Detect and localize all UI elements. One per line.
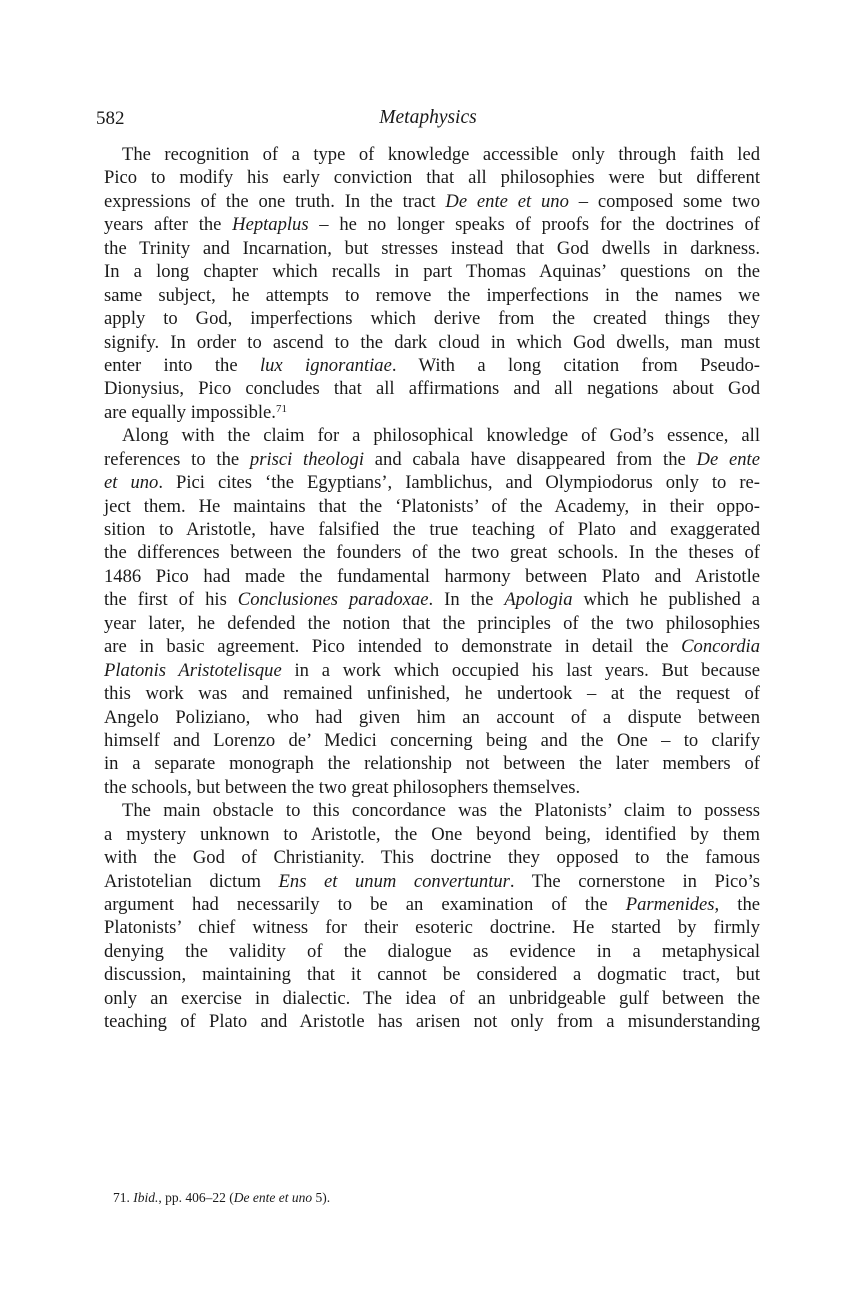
text-run: references to the: [104, 448, 250, 470]
text-line: [104, 729, 760, 752]
text-run: – he no longer speaks of proofs for the doctrines of: [308, 214, 761, 236]
text-run: Dionysius, Pico concludes that all affirmations and all negations about God: [104, 378, 760, 400]
italic-term: Platonis Aristotelisque: [104, 659, 282, 681]
text-line: [104, 588, 760, 611]
page-header: [96, 108, 760, 138]
text-line: [104, 307, 760, 330]
text-run: The recognition of a type of knowledge accessible only through faith led: [122, 144, 760, 165]
text-line: [104, 752, 760, 775]
text-line: [104, 166, 760, 189]
text-line: [104, 940, 760, 963]
text-run: years after the: [104, 214, 233, 236]
footnote-number: 71.: [113, 1190, 130, 1205]
footnote-ibid: Ibid.: [133, 1190, 159, 1205]
footnote-ref[interactable]: 71: [275, 402, 287, 415]
text-run: . The cornerstone in Pico’s: [509, 870, 760, 892]
italic-term: Parmenides: [625, 894, 715, 915]
text-line: [104, 495, 760, 518]
text-run: are in basic agreement. Pico intended to demonstrate in detail the: [104, 636, 682, 658]
text-line: [104, 799, 760, 822]
text-run: enter into the: [104, 354, 260, 376]
text-run: ject them. He maintains that the ‘Platonists’ of the Academy, in their oppo-: [104, 495, 760, 517]
text-run: denying the validity of the dialogue as evidence in a metaphysical: [104, 940, 760, 962]
text-run: . Pici cites ‘the Egyptians’, Iamblichus, and Olympiodorus only to re-: [158, 472, 760, 494]
text-run: are equally impossible.: [104, 401, 276, 423]
italic-term: De ente: [696, 448, 760, 470]
italic-term: Conclusiones paradoxae: [237, 589, 429, 611]
text-line: [104, 565, 760, 588]
italic-term: Ens et unum convertuntur: [278, 870, 510, 892]
text-run: the Trinity and Incarnation, but stresses instead that God dwells in darkness.: [104, 237, 760, 259]
text-line: [104, 916, 760, 939]
text-run: Angelo Poliziano, who had given him an account of a dispute between: [104, 706, 760, 728]
footnote-pages: , pp. 406–22 (: [158, 1190, 234, 1205]
page-number: 582: [96, 108, 125, 129]
text-run: and cabala have disappeared from the: [363, 448, 697, 470]
running-title: Metaphysics: [379, 107, 477, 128]
text-line: [104, 401, 760, 424]
text-line: [104, 448, 760, 471]
text-line: [104, 659, 760, 682]
text-line: [104, 870, 760, 893]
italic-term: lux ignorantiae: [259, 354, 392, 376]
italic-term: Heptaplus: [232, 214, 309, 236]
text-run: in a separate monograph the relationship not between the later members of: [104, 753, 760, 775]
text-line: [104, 541, 760, 564]
text-run: , the: [714, 894, 760, 915]
text-line: [104, 260, 760, 283]
body-text: [104, 143, 760, 1034]
text-line: [104, 963, 760, 986]
italic-term: prisci theologi: [249, 448, 364, 470]
footnote-71: [113, 1190, 330, 1206]
text-run: teaching of Plato and Aristotle has arisen not only from a misunderstanding: [104, 1011, 760, 1033]
text-run: only an exercise in dialectic. The idea of an unbridgeable gulf between the: [104, 987, 760, 1009]
text-run: Along with the claim for a philosophical knowledge of God’s essence, all: [122, 425, 760, 447]
text-line: [104, 1010, 760, 1033]
text-run: same subject, he attempts to remove the imperfections in the names we: [104, 284, 760, 306]
text-line: [104, 706, 760, 729]
text-run: argument had necessarily to be an examination of the: [104, 894, 626, 915]
text-run: discussion, maintaining that it cannot be considered a dogmatic tract, but: [104, 964, 760, 986]
text-line: [104, 823, 760, 846]
text-line: [104, 331, 760, 354]
text-line: [104, 893, 760, 916]
text-run: 1486 Pico had made the fundamental harmony between Plato and Aristotle: [104, 565, 760, 587]
text-run: the first of his: [104, 589, 238, 611]
text-line: [104, 776, 760, 799]
text-run: year later, he defended the notion that the principles of the two philosophies: [104, 612, 760, 634]
text-line: [104, 518, 760, 541]
text-line: [104, 635, 760, 658]
text-line: [104, 424, 760, 447]
text-run: this work was and remained unfinished, he undertook – at the request of: [104, 683, 760, 705]
text-run: In a long chapter which recalls in part Thomas Aquinas’ questions on the: [104, 261, 760, 283]
text-run: The main obstacle to this concordance was the Platonists’ claim to possess: [122, 800, 760, 822]
text-line: [104, 846, 760, 869]
text-run: the differences between the founders of the two great schools. In the theses of: [104, 542, 760, 564]
text-run: expressions of the one truth. In the tract: [104, 190, 446, 212]
text-line: [104, 213, 760, 236]
text-run: apply to God, imperfections which derive from the created things they: [104, 308, 760, 330]
text-run: Aristotelian dictum: [104, 870, 279, 892]
text-run: Platonists’ chief witness for their esoteric doctrine. He started by firmly: [104, 917, 760, 939]
text-run: signify. In order to ascend to the dark cloud in which God dwells, man must: [104, 331, 760, 353]
text-line: [104, 377, 760, 400]
italic-term: et uno: [104, 472, 159, 494]
text-run: with the God of Christianity. This doctrine they opposed to the famous: [104, 847, 760, 869]
text-run: a mystery unknown to Aristotle, the One beyond being, identified by them: [104, 823, 760, 845]
text-line: [104, 237, 760, 260]
text-run: himself and Lorenzo de’ Medici concerning being and the One – to clarify: [104, 729, 760, 751]
text-line: [104, 284, 760, 307]
text-line: [104, 143, 760, 166]
footnote-work: De ente et uno: [233, 1190, 313, 1205]
text-run: . In the: [428, 589, 505, 611]
text-run: Pico to modify his early conviction that all philosophies were but different: [104, 167, 760, 189]
text-line: [104, 471, 760, 494]
text-run: in a work which occupied his last years. But because: [281, 659, 760, 681]
text-line: [104, 612, 760, 635]
text-run: the schools, but between the two great philosophers themselves.: [104, 776, 581, 798]
text-run: . With a long citation from Pseudo-: [391, 354, 760, 376]
text-line: [104, 354, 760, 377]
italic-term: Apologia: [504, 589, 573, 611]
italic-term: Concordia: [681, 636, 760, 658]
footnote-chapter: 5).: [312, 1190, 331, 1205]
italic-term: De ente et uno: [445, 190, 569, 212]
text-run: sition to Aristotle, have falsified the true teaching of Plato and exaggerated: [104, 519, 760, 540]
text-line: [104, 682, 760, 705]
text-line: [104, 987, 760, 1010]
text-run: – composed some two: [568, 190, 761, 212]
text-run: which he published a: [572, 589, 760, 611]
text-line: [104, 190, 760, 213]
